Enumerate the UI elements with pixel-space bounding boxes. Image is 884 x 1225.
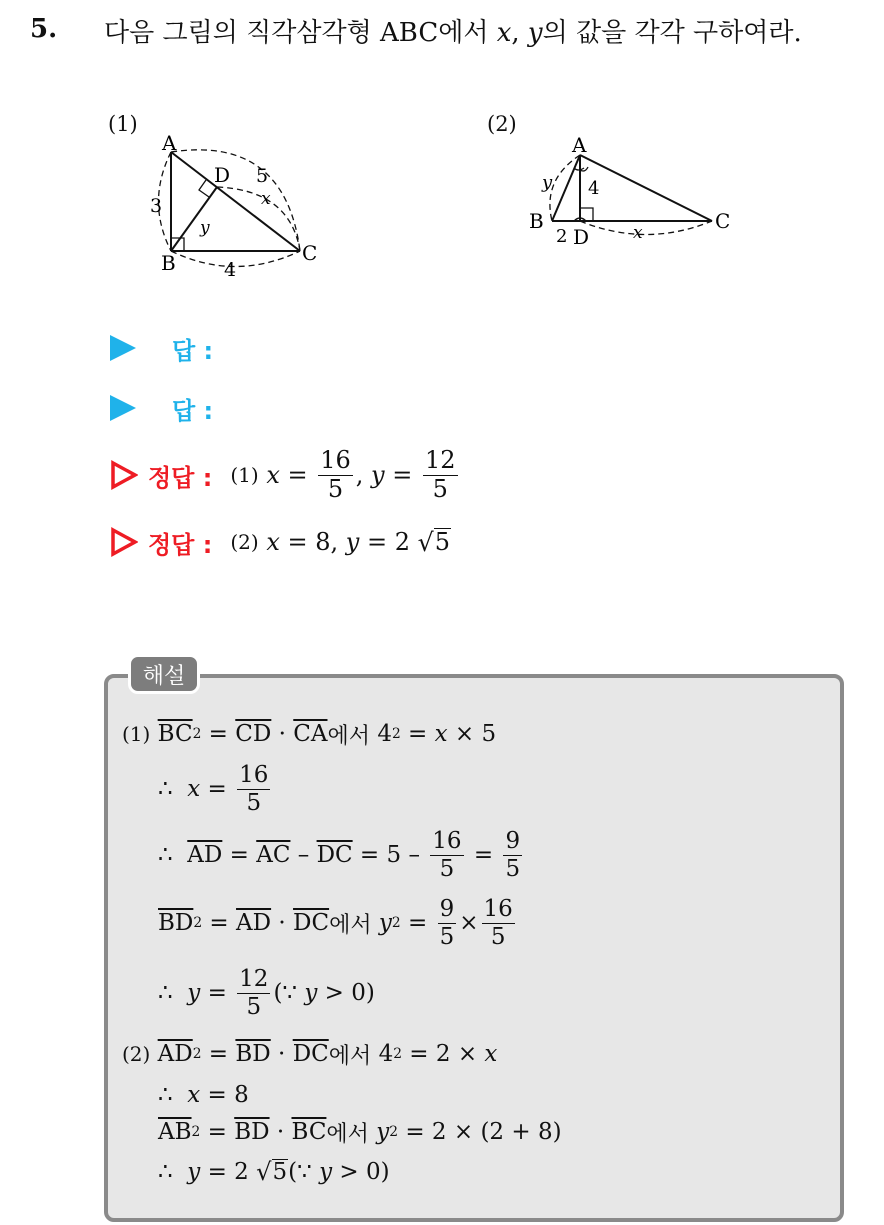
figure1-diagram (140, 130, 340, 290)
answer-label: 답 : (172, 336, 214, 365)
figure2-label: (2) (487, 112, 517, 136)
fig2-point-b: B (529, 209, 544, 233)
explanation-line-3: ∴ $\overline{AD}$ = $\overline{AC}$ – $\overline{DC}$ = 5 – $\frac{16}{5}$ = $\frac{9}{5}$ (158, 828, 521, 882)
figure1-label: (1) (108, 112, 138, 136)
play-arrow-icon (110, 395, 136, 421)
outline-arrow-icon (110, 527, 138, 557)
fig1-length-ca: 5 (256, 165, 269, 187)
answer-label: 답 : (172, 396, 214, 425)
fig2-length-bd: 2 (556, 226, 568, 247)
fig2-length-ab: y (542, 172, 553, 193)
correct-answer-2: (2) x = 8 , y = 2 √ 5 (230, 527, 450, 557)
explanation-line-8: $\overline{AB}$ 2 = $\overline{BD}$ · $\overline{BC}$ 에서 y 2 = 2 × (2 + 8) (158, 1119, 562, 1147)
fig2-length-dc: x (633, 223, 643, 243)
explanation-line-9: ∴ y = 2 √ 5 (∵ y > 0) (158, 1158, 390, 1186)
fig1-length-bd: y (200, 218, 210, 238)
fig1-length-ab: 3 (150, 195, 163, 217)
correct-answer-label: 정답 : (148, 530, 213, 559)
explanation-line-5: ∴ y = $\frac{12}{5}$ (∵ y > 0) (158, 966, 375, 1020)
correct-answer-label: 정답 : (148, 463, 213, 492)
fig1-point-a: A (162, 131, 177, 155)
answer-row-1 (110, 328, 213, 368)
explanation-line-4: $\overline{BD}$ 2 = $\overline{AD}$ · $\overline{DC}$ 에서 y 2 = $\frac{9}{5}$ × $\frac{16}{5}$ (158, 896, 513, 950)
fig1-length-dc: x (261, 189, 271, 209)
outline-arrow-icon (110, 460, 138, 490)
question-text: 다음 그림의 직각삼각형 ABC에서 x, y의 값을 각각 구하여라. (104, 18, 802, 48)
explanation-line-2: ∴ x = $\frac{16}{5}$ (158, 762, 269, 816)
fig1-point-d: D (214, 163, 231, 187)
correct-answer-1: (1) x = $\frac{16}{5}$ , y = $\frac{12}{5}$ (230, 446, 456, 503)
fig2-point-a: A (572, 133, 587, 157)
correct-answer-row-2 (110, 522, 451, 562)
fig1-point-c: C (302, 241, 318, 265)
answer-row-2 (110, 388, 213, 428)
explanation-tab: 해설 (128, 654, 200, 694)
fig2-length-ad: 4 (588, 178, 600, 199)
explanation-line-6: (2) $\overline{AD}$ 2 = $\overline{BD}$ · $\overline{DC}$ 에서 4 2 = 2 × x (122, 1041, 498, 1069)
question-number: 5. (30, 14, 58, 44)
figure2-diagram (520, 130, 750, 260)
fig1-point-b: B (161, 251, 176, 275)
explanation-line-1: (1) $\overline{BC}$ 2 = $\overline{CD}$ · $\overline{CA}$ 에서 4 2 = x × 5 (122, 721, 497, 749)
correct-answer-row-1 (110, 446, 461, 504)
fig2-point-c: C (715, 209, 731, 233)
fig2-point-d: D (573, 225, 590, 249)
play-arrow-icon (110, 335, 136, 361)
fig1-length-bc: 4 (224, 259, 237, 281)
explanation-line-7: ∴ x = 8 (158, 1082, 249, 1108)
